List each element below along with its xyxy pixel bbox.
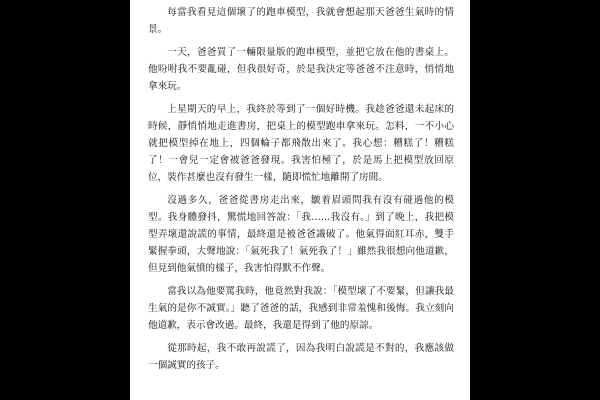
paragraph-4: 沒過多久，爸爸從書房走出來，皺着眉頭問我有沒有碰過他的模型。我身體發抖，驚慌地回答說：「我……我沒有。」到了晚上，我把模型弄壞還說謊的事情，最終還是被爸爸識破了。他氣得面紅耳赤，雙手緊握拳頭，大聲地說：「氣死我了！氣死我了！」雖然我很想向他道歉，但見到他氣憤的樣子，我害怕得默不作聲。: [148, 195, 454, 274]
paragraph-5: 當我以為他要罵我時，他竟然對我說：「模型壞了不要緊，但讓我最生氣的是你不誠實。」聽了爸爸的話，我感到非常羞愧和後悔。我立刻向他道歉，表示會改過。最終，我還是得到了他的原諒。: [148, 286, 454, 331]
paragraph-6: 從那時起，我不敢再說謊了，因為我明白說謊是不對的，我應該做一個誠實的孩子。: [148, 343, 454, 371]
paragraph-3: 上星期天的早上，我終於等到了一個好時機。我趁爸爸還未起床的時候，靜悄悄地走進書房，把桌上的模型跑車拿來玩。怎料，一不小心就把模型掉在地上，四個輪子都飛散出來了。我心想：糟糕了！糟糕了！一會兒一定會被爸爸發現。我害怕極了，於是馬上把模型放回原位，裝作甚麼也沒有發生一樣，隨即慌忙地離開了房間。: [148, 104, 454, 183]
document-page: [130, 0, 470, 400]
paragraph-2: 一天，爸爸買了一輛限量版的跑車模型，並把它放在他的書桌上。他吩咐我不要亂碰，但我很好奇，於是我決定等爸爸不注意時，悄悄地拿來玩。: [148, 47, 454, 92]
essay-body: [148, 4, 454, 380]
paragraph-1: 每當我看見這個壞了的跑車模型，我就會想起那天爸爸生氣時的情景。: [148, 7, 454, 35]
